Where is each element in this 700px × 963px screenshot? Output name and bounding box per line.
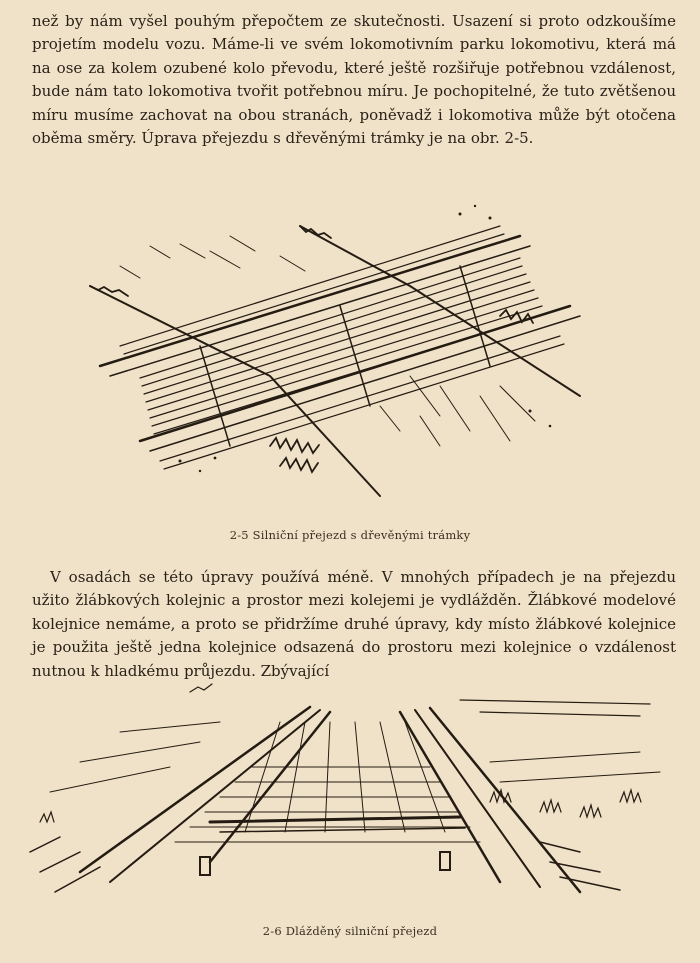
figure-2-caption: 2-6 Dlážděný silniční přejezd xyxy=(262,924,438,938)
figure-1-caption: 2-5 Silniční přejezd s dřevěnými trámky xyxy=(229,528,471,542)
paragraph-2: V osadách se této úpravy používá méně. V mnohých případech je na přejezdu užito žlábkových kolejnic a prostor mezi kolejemi je vydlážděn. Žlábkové modelové kolejnice nemáme, a proto se přidržíme druhé úpravy, kdy místo žlábkové kolejnice je použita ještě jedna kolejnice odsazená do prostoru mezi kolejnice o vzdálenost nutnou k hladkému průjezdu. Zbývající xyxy=(32,568,676,680)
figure-wooden-crossing-illustration xyxy=(80,196,600,516)
figure-paved-crossing-illustration xyxy=(20,672,680,912)
paragraph-1: než by nám vyšel pouhým přepočtem ze skutečnosti. Usazení si proto odzkoušíme projetím modelu vozu. Máme-li ve svém lokomotivním parku lokomotivu, která má na ose za kolem ozubené kolo převodu, které ještě rozšiřuje potřebnou vzdálenost, bude nám tato lokomotiva tvořit potřebnou míru. Je pochopitelné, že tuto zvětšenou míru musíme zachovat na obou stranách, poněvadž i lokomotiva může být otočena oběma směry. Úprava přejezdu s dřevěnými trámky je na obr. 2-5. xyxy=(32,12,676,148)
